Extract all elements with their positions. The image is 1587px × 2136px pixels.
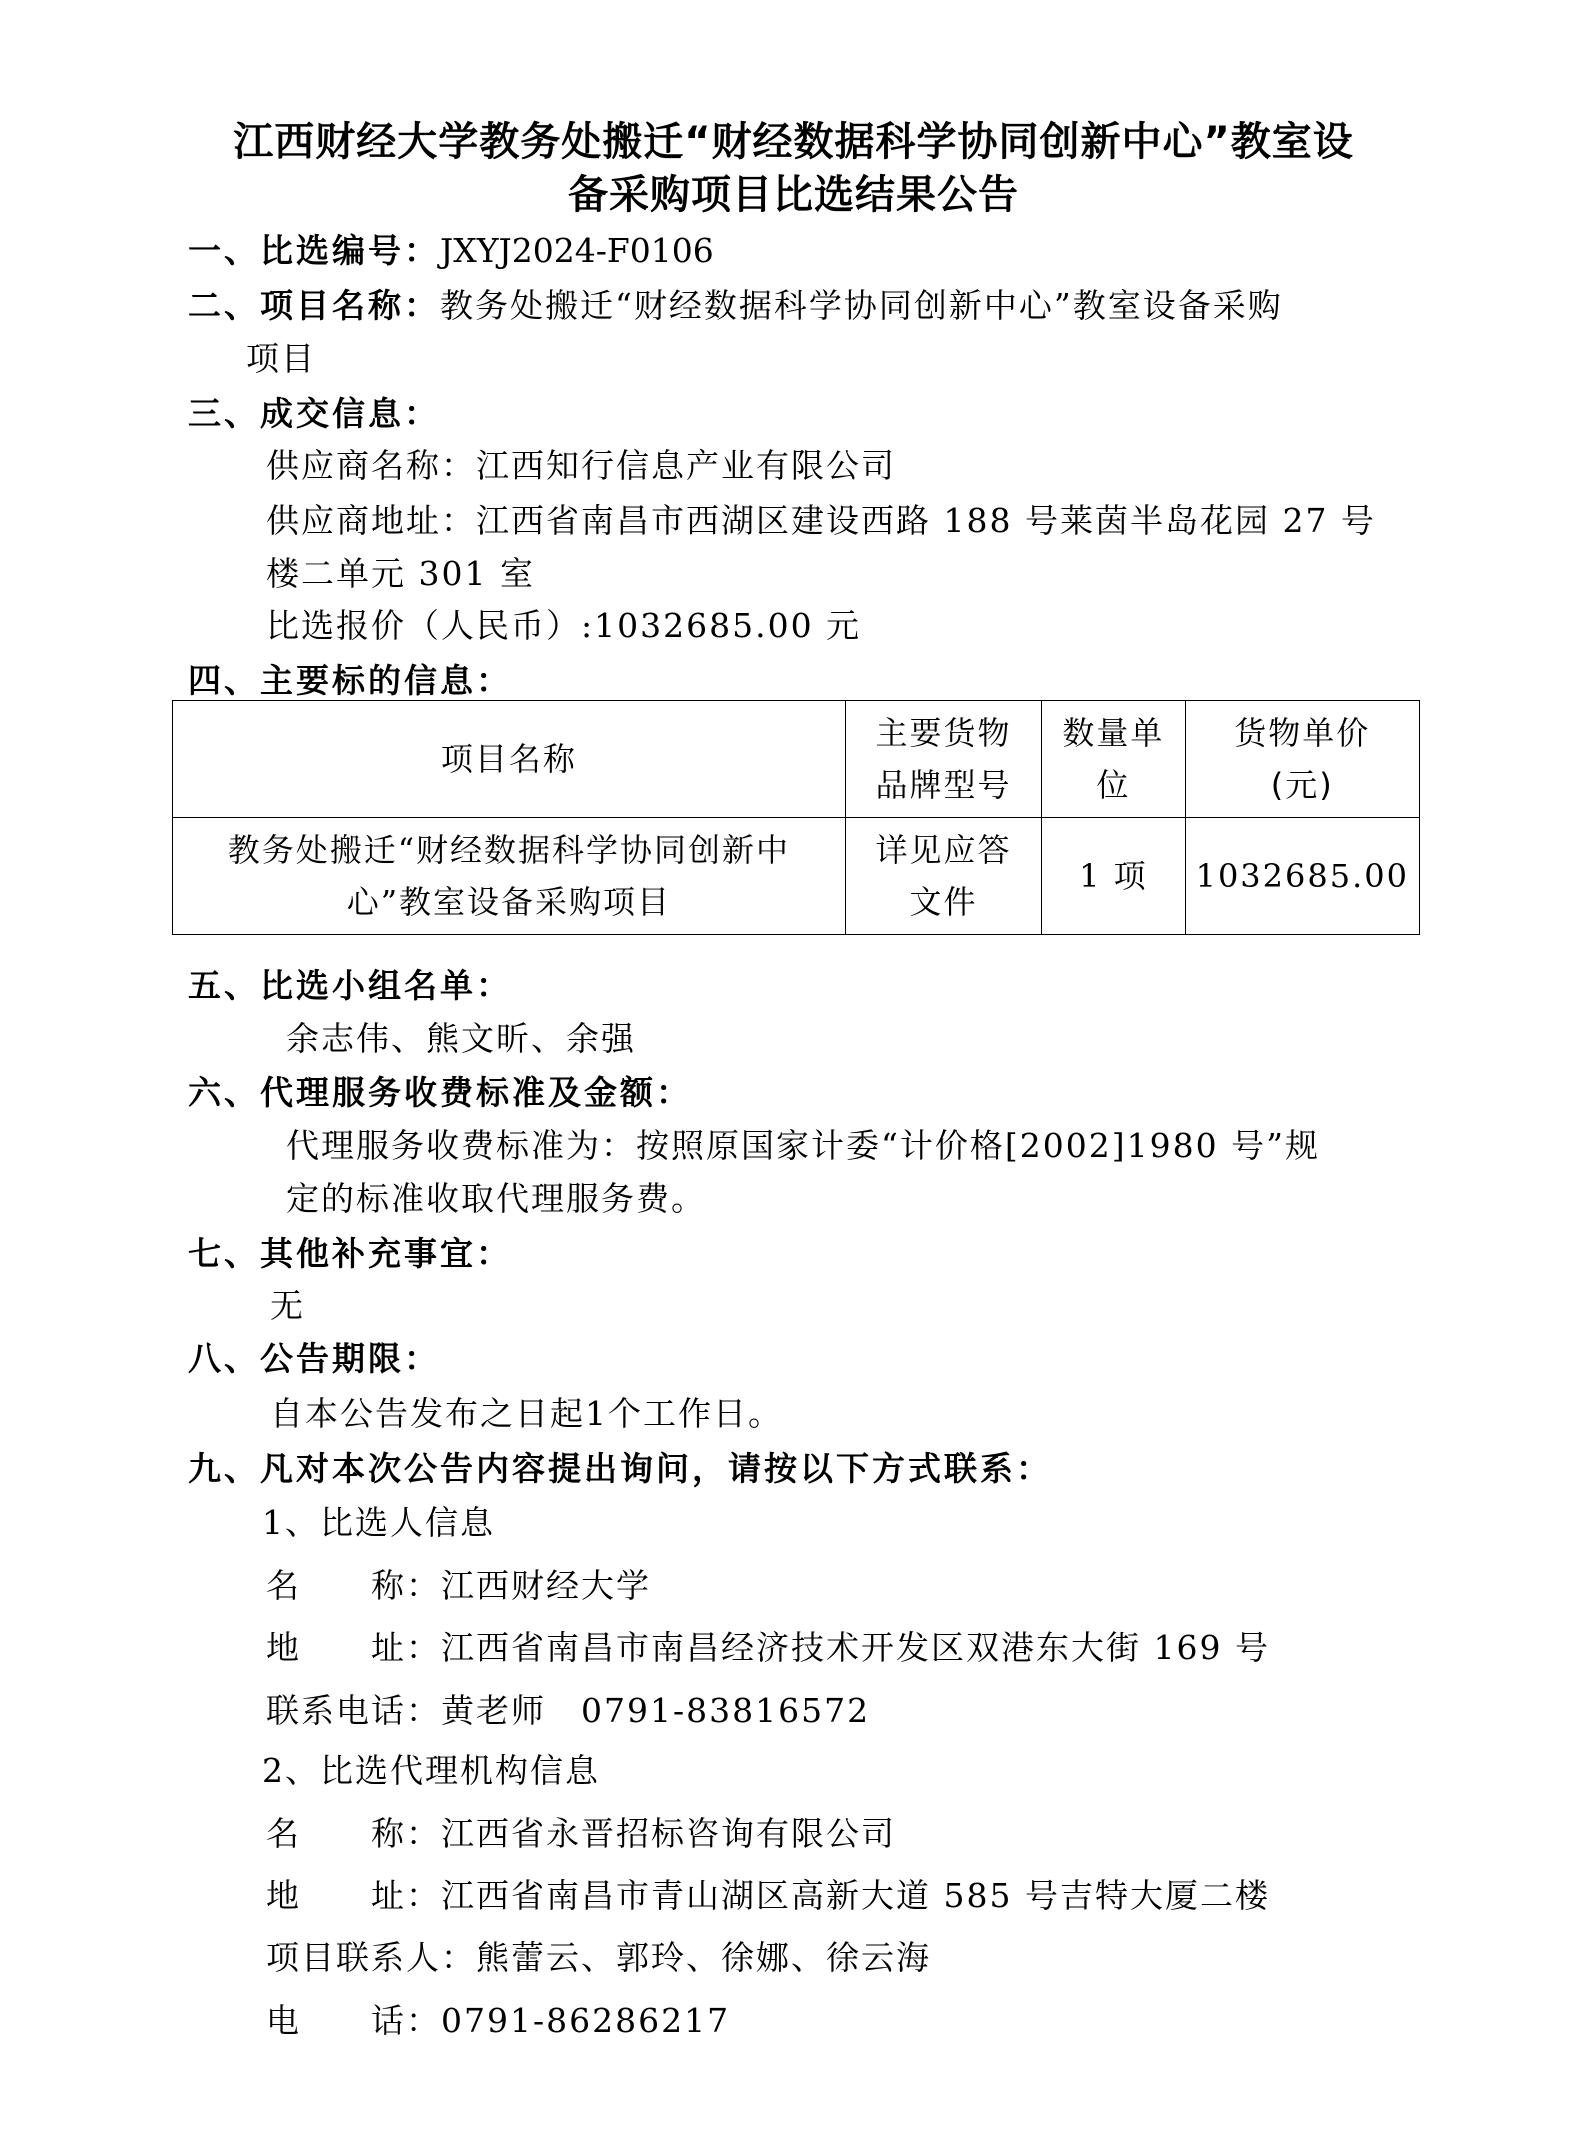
section-1 xyxy=(188,225,714,272)
bid-price: 比选报价（人民币）:1032685.00 元 xyxy=(266,606,862,645)
cell-unit-price: 1032685.00 xyxy=(1185,818,1419,935)
supplier-address-line2: 楼二单元 301 室 xyxy=(266,554,535,593)
page-title-line1: 江西财经大学教务处搬迁“财经数据科学协同创新中心”教室设 xyxy=(233,119,1354,165)
fee-standard-line1: 代理服务收费标准为：按照原国家计委“计价格[2002]1980 号”规 xyxy=(286,1126,1320,1165)
bidder-phone: 联系电话：黄老师 0791-83816572 xyxy=(266,1691,871,1730)
supplier-address-line1: 供应商地址：江西省南昌市西湖区建设西路 188 号莱茵半岛花园 27 号 xyxy=(266,501,1376,540)
panel-members: 余志伟、熊文昕、余强 xyxy=(286,1019,636,1058)
fee-standard-line2: 定的标准收取代理服务费。 xyxy=(286,1179,706,1218)
agency-info-heading: 2、比选代理机构信息 xyxy=(262,1751,600,1790)
header-project-name: 项目名称 xyxy=(173,701,846,818)
header-quantity-unit: 数量单 位 xyxy=(1042,701,1185,818)
section-7-heading: 七、其他补充事宜： xyxy=(188,1234,512,1273)
notice-period: 自本公告发布之日起1个工作日。 xyxy=(270,1394,783,1433)
page-title-line2: 备采购项目比选结果公告 xyxy=(568,172,1019,218)
cell-brand-model: 详见应答 文件 xyxy=(845,818,1041,935)
table-header-row xyxy=(173,701,1420,818)
subject-info-table xyxy=(172,700,1420,935)
bid-number: JXYJ2024-F0106 xyxy=(440,231,714,270)
section-2-heading: 二、项目名称： xyxy=(188,286,440,325)
header-brand-model: 主要货物 品牌型号 xyxy=(845,701,1041,818)
supplier-name: 供应商名称：江西知行信息产业有限公司 xyxy=(266,446,896,485)
section-1-heading: 一、比选编号： xyxy=(188,231,440,270)
section-4-heading: 四、主要标的信息： xyxy=(188,661,512,700)
other-matters: 无 xyxy=(270,1286,305,1325)
agency-name: 名 称：江西省永晋招标咨询有限公司 xyxy=(266,1814,896,1853)
cell-quantity: 1 项 xyxy=(1042,818,1185,935)
section-2 xyxy=(188,280,1283,327)
project-name-line1: 教务处搬迁“财经数据科学协同创新中心”教室设备采购 xyxy=(440,286,1283,325)
section-3-heading: 三、成交信息： xyxy=(188,394,440,433)
bidder-address: 地 址：江西省南昌市南昌经济技术开发区双港东大街 169 号 xyxy=(266,1628,1270,1667)
agency-contacts: 项目联系人：熊蕾云、郭玲、徐娜、徐云海 xyxy=(266,1938,931,1977)
bidder-name: 名 称：江西财经大学 xyxy=(266,1566,651,1605)
project-name-line2: 项目 xyxy=(246,339,316,378)
section-5-heading: 五、比选小组名单： xyxy=(188,966,512,1005)
cell-project-name: 教务处搬迁“财经数据科学协同创新中 心”教室设备采购项目 xyxy=(173,818,846,935)
section-8-heading: 八、公告期限： xyxy=(188,1339,440,1378)
agency-phone: 电 话：0791-86286217 xyxy=(266,2001,731,2040)
header-unit-price: 货物单价 (元) xyxy=(1185,701,1419,818)
agency-address: 地 址：江西省南昌市青山湖区高新大道 585 号吉特大厦二楼 xyxy=(266,1876,1270,1915)
section-6-heading: 六、代理服务收费标准及金额： xyxy=(188,1073,692,1112)
table-row xyxy=(173,818,1420,935)
bidder-info-heading: 1、比选人信息 xyxy=(262,1503,495,1542)
section-9-heading: 九、凡对本次公告内容提出询问，请按以下方式联系： xyxy=(188,1449,1052,1488)
